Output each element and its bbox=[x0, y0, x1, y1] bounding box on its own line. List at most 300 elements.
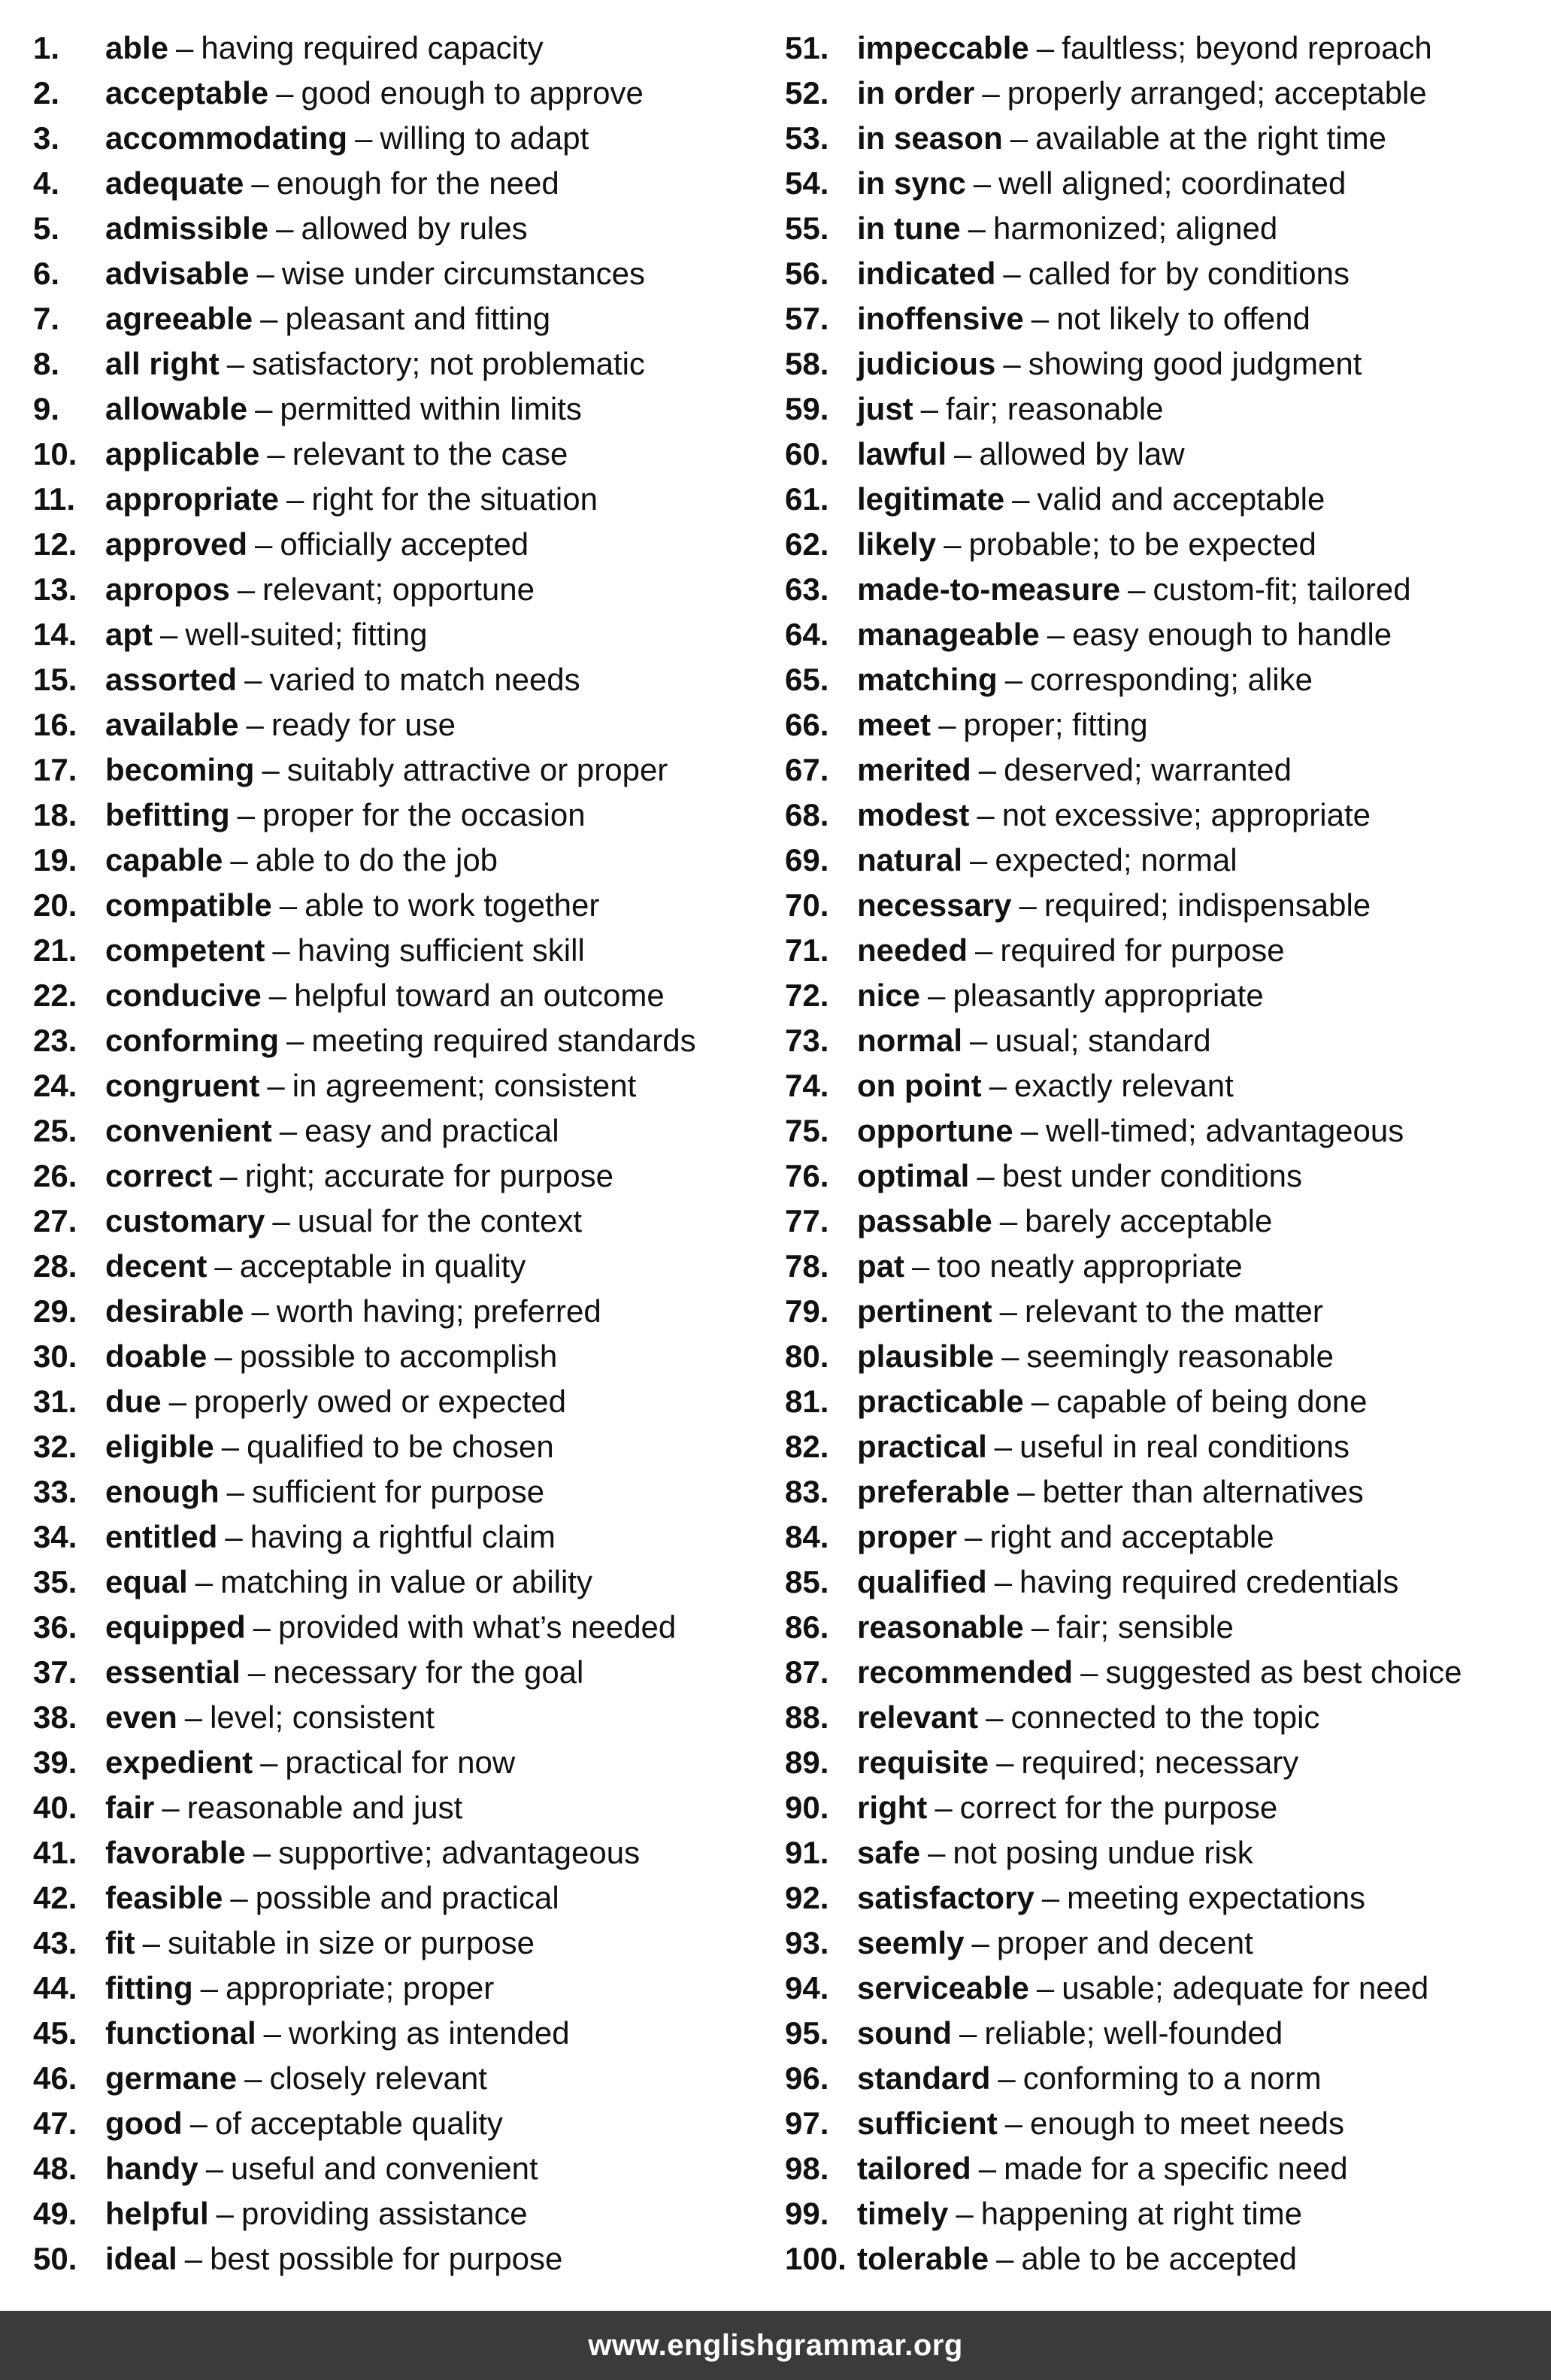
entry-word: in tune bbox=[857, 211, 961, 246]
entry-definition: capable of being done bbox=[1056, 1384, 1368, 1419]
entry-number: 1. bbox=[33, 30, 60, 65]
entry-number: 62. bbox=[785, 526, 829, 562]
entry-definition: reliable; well-founded bbox=[984, 2015, 1283, 2051]
entry-dash: – bbox=[977, 1158, 995, 1193]
entry-number: 25. bbox=[33, 1113, 77, 1148]
entry-dash: – bbox=[220, 1158, 238, 1193]
entry-number: 70. bbox=[785, 887, 829, 923]
entry-definition: available at the right time bbox=[1035, 120, 1387, 156]
entry-word: reasonable bbox=[857, 1609, 1024, 1645]
word-entry bbox=[785, 2236, 1537, 2281]
entry-definition: not likely to offend bbox=[1056, 301, 1310, 336]
word-entry bbox=[33, 251, 755, 296]
entry-number: 4. bbox=[33, 165, 60, 201]
entry-dash: – bbox=[226, 1474, 244, 1509]
entry-definition: well aligned; coordinated bbox=[998, 165, 1347, 201]
entry-definition: providing assistance bbox=[241, 2196, 528, 2231]
word-entry bbox=[785, 26, 1537, 71]
entry-number: 65. bbox=[785, 662, 829, 697]
entry-number: 29. bbox=[33, 1293, 77, 1329]
entry-number: 68. bbox=[785, 797, 829, 832]
entry-number: 88. bbox=[785, 1699, 829, 1735]
entry-word: allowable bbox=[105, 391, 248, 426]
entry-definition: expected; normal bbox=[995, 842, 1237, 878]
entry-word: in season bbox=[857, 120, 1003, 156]
entry-number: 15. bbox=[33, 662, 77, 697]
entry-word: expedient bbox=[105, 1745, 253, 1780]
entry-word: needed bbox=[857, 932, 968, 968]
word-entry bbox=[785, 793, 1537, 838]
entry-definition: properly owed or expected bbox=[194, 1384, 566, 1419]
entry-number: 53. bbox=[785, 120, 829, 156]
entry-definition: usual; standard bbox=[995, 1023, 1211, 1058]
word-entry bbox=[785, 928, 1537, 973]
word-entry bbox=[33, 612, 755, 657]
entry-word: enough bbox=[105, 1474, 220, 1509]
entry-dash: – bbox=[982, 75, 1000, 111]
entry-word: standard bbox=[857, 2060, 991, 2096]
entry-dash: – bbox=[184, 1699, 203, 1735]
word-entry bbox=[785, 1695, 1537, 1740]
word-entry bbox=[33, 1695, 755, 1740]
word-entry bbox=[33, 2056, 755, 2101]
word-entry bbox=[785, 477, 1537, 522]
entry-word: natural bbox=[857, 842, 963, 878]
entry-definition: usual for the context bbox=[297, 1203, 583, 1239]
word-entry bbox=[785, 1560, 1537, 1605]
entry-number: 95. bbox=[785, 2015, 829, 2051]
entry-definition: necessary for the goal bbox=[273, 1654, 584, 1690]
entry-definition: sufficient for purpose bbox=[252, 1474, 545, 1509]
entry-definition: reasonable and just bbox=[186, 1790, 463, 1825]
entry-number: 83. bbox=[785, 1474, 829, 1509]
entry-dash: – bbox=[279, 887, 298, 923]
entry-dash: – bbox=[1003, 256, 1021, 291]
entry-definition: probable; to be expected bbox=[968, 526, 1316, 562]
entry-definition: corresponding; alike bbox=[1030, 662, 1313, 697]
word-entry bbox=[33, 71, 755, 116]
entry-dash: – bbox=[996, 2241, 1014, 2276]
word-list-right-column bbox=[785, 26, 1537, 2281]
word-entry bbox=[33, 341, 755, 387]
word-entry bbox=[785, 2056, 1537, 2101]
entry-word: feasible bbox=[105, 1880, 223, 1915]
entry-dash: – bbox=[355, 120, 373, 156]
entry-definition: proper and decent bbox=[996, 1925, 1253, 1960]
word-entry bbox=[785, 1244, 1537, 1289]
entry-definition: fair; reasonable bbox=[946, 391, 1164, 426]
entry-definition: practical for now bbox=[285, 1745, 516, 1780]
entry-word: preferable bbox=[857, 1474, 1010, 1509]
entry-number: 51. bbox=[785, 30, 829, 65]
entry-definition: connected to the topic bbox=[1010, 1699, 1320, 1735]
entry-definition: too neatly appropriate bbox=[937, 1248, 1243, 1284]
entry-dash: – bbox=[221, 1429, 240, 1464]
word-entry bbox=[785, 2011, 1537, 2056]
entry-definition: required; indispensable bbox=[1044, 887, 1371, 923]
entry-number: 100. bbox=[785, 2241, 847, 2276]
word-entry bbox=[785, 1334, 1537, 1379]
word-entry bbox=[33, 206, 755, 251]
word-entry bbox=[785, 1875, 1537, 1921]
entry-number: 82. bbox=[785, 1429, 829, 1464]
entry-dash: – bbox=[970, 1023, 988, 1058]
word-entry bbox=[785, 747, 1537, 793]
word-entry bbox=[33, 702, 755, 747]
word-entry bbox=[33, 161, 755, 206]
word-entry bbox=[33, 1560, 755, 1605]
word-entry bbox=[785, 612, 1537, 657]
entry-number: 11. bbox=[33, 481, 76, 517]
entry-word: desirable bbox=[105, 1293, 244, 1329]
word-entry bbox=[785, 1379, 1537, 1424]
entry-number: 59. bbox=[785, 391, 829, 426]
entry-dash: – bbox=[989, 1068, 1007, 1103]
word-entry bbox=[33, 2101, 755, 2146]
entry-number: 84. bbox=[785, 1519, 829, 1554]
entry-number: 27. bbox=[33, 1203, 77, 1239]
entry-dash: – bbox=[255, 391, 273, 426]
entry-dash: – bbox=[978, 2151, 997, 2186]
entry-definition: ready for use bbox=[271, 707, 456, 742]
entry-word: becoming bbox=[105, 752, 255, 787]
entry-word: all right bbox=[105, 346, 220, 381]
entry-definition: worth having; preferred bbox=[276, 1293, 601, 1329]
entry-dash: – bbox=[262, 752, 280, 787]
entry-dash: – bbox=[944, 526, 962, 562]
entry-definition: best under conditions bbox=[1001, 1158, 1302, 1193]
entry-number: 67. bbox=[785, 752, 829, 787]
word-entry bbox=[33, 1875, 755, 1921]
entry-word: fit bbox=[105, 1925, 135, 1960]
entry-dash: – bbox=[263, 2015, 282, 2051]
word-entry bbox=[785, 1966, 1537, 2011]
entry-definition: able to be accepted bbox=[1021, 2241, 1298, 2276]
entry-word: appropriate bbox=[105, 481, 280, 517]
entry-definition: seemingly reasonable bbox=[1026, 1339, 1334, 1374]
word-entry bbox=[33, 567, 755, 612]
entry-number: 96. bbox=[785, 2060, 829, 2096]
entry-definition: deserved; warranted bbox=[1004, 752, 1292, 787]
entry-number: 41. bbox=[33, 1835, 77, 1870]
entry-definition: qualified to be chosen bbox=[247, 1429, 554, 1464]
entry-definition: useful in real conditions bbox=[1019, 1429, 1350, 1464]
entry-definition: permitted within limits bbox=[280, 391, 582, 426]
entry-definition: having required credentials bbox=[1019, 1564, 1399, 1599]
entry-word: adequate bbox=[105, 165, 244, 201]
entry-dash: – bbox=[1020, 1113, 1038, 1148]
entry-word: necessary bbox=[857, 887, 1012, 923]
entry-definition: enough to meet needs bbox=[1030, 2106, 1345, 2141]
entry-dash: – bbox=[954, 436, 972, 471]
word-entry bbox=[33, 793, 755, 838]
entry-dash: – bbox=[996, 1745, 1014, 1780]
word-entry bbox=[785, 161, 1537, 206]
entry-definition: relevant; opportune bbox=[262, 572, 535, 607]
entry-number: 80. bbox=[785, 1339, 829, 1374]
entry-number: 49. bbox=[33, 2196, 77, 2231]
entry-dash: – bbox=[214, 1339, 232, 1374]
word-entry bbox=[785, 1018, 1537, 1063]
entry-dash: – bbox=[267, 436, 285, 471]
word-entry bbox=[785, 1921, 1537, 1966]
entry-number: 91. bbox=[785, 1835, 829, 1870]
entry-word: competent bbox=[105, 932, 265, 968]
entry-definition: well-suited; fitting bbox=[185, 617, 428, 652]
entry-number: 26. bbox=[33, 1158, 77, 1193]
entry-number: 73. bbox=[785, 1023, 829, 1058]
entry-number: 9. bbox=[33, 391, 60, 426]
word-entry bbox=[33, 1018, 755, 1063]
entry-number: 47. bbox=[33, 2106, 77, 2141]
entry-word: safe bbox=[857, 1835, 921, 1870]
entry-number: 42. bbox=[33, 1880, 77, 1915]
entry-dash: – bbox=[142, 1925, 161, 1960]
entry-definition: meeting expectations bbox=[1067, 1880, 1366, 1915]
entry-definition: right and acceptable bbox=[989, 1519, 1274, 1554]
entry-word: entitled bbox=[105, 1519, 218, 1554]
entry-definition: allowed by rules bbox=[301, 211, 528, 246]
word-entry bbox=[33, 973, 755, 1018]
entry-word: congruent bbox=[105, 1068, 260, 1103]
entry-word: made-to-measure bbox=[857, 572, 1121, 607]
entry-word: favorable bbox=[105, 1835, 246, 1870]
entry-definition: possible and practical bbox=[255, 1880, 559, 1915]
entry-word: merited bbox=[857, 752, 971, 787]
entry-definition: pleasantly appropriate bbox=[953, 978, 1264, 1013]
entry-word: serviceable bbox=[857, 1970, 1029, 2006]
word-entry bbox=[785, 1605, 1537, 1650]
entry-word: inoffensive bbox=[857, 301, 1024, 336]
word-entry bbox=[785, 1424, 1537, 1469]
word-entry bbox=[785, 657, 1537, 702]
entry-dash: – bbox=[1031, 1609, 1050, 1645]
entry-word: good bbox=[105, 2106, 183, 2141]
entry-definition: able to work together bbox=[304, 887, 600, 923]
entry-definition: suitably attractive or proper bbox=[286, 752, 668, 787]
entry-number: 21. bbox=[33, 932, 77, 968]
word-entry bbox=[33, 522, 755, 567]
entry-word: in order bbox=[857, 75, 975, 111]
entry-number: 81. bbox=[785, 1384, 829, 1419]
entry-number: 44. bbox=[33, 1970, 77, 2006]
entry-word: available bbox=[105, 707, 239, 742]
word-entry bbox=[785, 2191, 1537, 2236]
entry-dash: – bbox=[276, 75, 294, 111]
entry-dash: – bbox=[998, 2060, 1016, 2096]
word-entry bbox=[33, 2236, 755, 2281]
entry-word: practicable bbox=[857, 1384, 1024, 1419]
word-entry bbox=[785, 838, 1537, 883]
entry-definition: working as intended bbox=[289, 2015, 570, 2051]
word-entry bbox=[33, 1108, 755, 1154]
entry-definition: made for a specific need bbox=[1004, 2151, 1348, 2186]
word-entry bbox=[33, 1063, 755, 1108]
entry-dash: – bbox=[999, 1203, 1018, 1239]
entry-word: apt bbox=[105, 617, 153, 652]
entry-dash: – bbox=[230, 842, 248, 878]
entry-dash: – bbox=[1004, 662, 1023, 697]
entry-dash: – bbox=[251, 1293, 269, 1329]
entry-definition: called for by conditions bbox=[1028, 256, 1350, 291]
entry-word: practical bbox=[857, 1429, 987, 1464]
entry-word: in sync bbox=[857, 165, 966, 201]
entry-word: proper bbox=[857, 1519, 958, 1554]
entry-word: applicable bbox=[105, 436, 260, 471]
entry-dash: – bbox=[286, 1023, 304, 1058]
word-entry bbox=[785, 432, 1537, 477]
entry-number: 31. bbox=[33, 1384, 77, 1419]
entry-word: qualified bbox=[857, 1564, 987, 1599]
entry-number: 79. bbox=[785, 1293, 829, 1329]
entry-word: legitimate bbox=[857, 481, 1005, 517]
entry-word: pat bbox=[857, 1248, 904, 1284]
entry-word: on point bbox=[857, 1068, 982, 1103]
entry-word: tailored bbox=[857, 2151, 971, 2186]
entry-definition: matching in value or ability bbox=[220, 1564, 592, 1599]
entry-dash: – bbox=[994, 1429, 1013, 1464]
entry-number: 78. bbox=[785, 1248, 829, 1284]
entry-definition: proper; fitting bbox=[963, 707, 1148, 742]
entry-number: 92. bbox=[785, 1880, 829, 1915]
entry-definition: well-timed; advantageous bbox=[1045, 1113, 1404, 1148]
entry-number: 64. bbox=[785, 617, 829, 652]
entry-number: 52. bbox=[785, 75, 829, 111]
entry-dash: – bbox=[251, 165, 269, 201]
entry-dash: – bbox=[168, 1384, 187, 1419]
entry-dash: – bbox=[978, 752, 997, 787]
entry-number: 45. bbox=[33, 2015, 77, 2051]
entry-definition: possible to accomplish bbox=[239, 1339, 558, 1374]
entry-number: 48. bbox=[33, 2151, 77, 2186]
entry-number: 24. bbox=[33, 1068, 77, 1103]
entry-dash: – bbox=[971, 1925, 989, 1960]
entry-definition: appropriate; proper bbox=[225, 1970, 495, 2006]
entry-dash: – bbox=[959, 2015, 977, 2051]
entry-word: normal bbox=[857, 1023, 963, 1058]
entry-number: 19. bbox=[33, 842, 77, 878]
entry-definition: fair; sensible bbox=[1056, 1609, 1234, 1645]
entry-dash: – bbox=[1031, 1384, 1050, 1419]
word-entry bbox=[785, 2146, 1537, 2191]
word-entry bbox=[33, 2191, 755, 2236]
entry-number: 22. bbox=[33, 978, 77, 1013]
word-entry bbox=[33, 296, 755, 341]
entry-word: essential bbox=[105, 1654, 241, 1690]
entry-dash: – bbox=[975, 932, 993, 968]
word-entry bbox=[33, 1289, 755, 1334]
entry-word: requisite bbox=[857, 1745, 989, 1780]
entry-definition: supportive; advantageous bbox=[278, 1835, 641, 1870]
entry-number: 87. bbox=[785, 1654, 829, 1690]
entry-number: 34. bbox=[33, 1519, 77, 1554]
word-entry bbox=[33, 477, 755, 522]
entry-number: 97. bbox=[785, 2106, 829, 2141]
entry-word: conducive bbox=[105, 978, 262, 1013]
entry-word: pertinent bbox=[857, 1293, 992, 1329]
entry-definition: in agreement; consistent bbox=[292, 1068, 637, 1103]
entry-number: 39. bbox=[33, 1745, 77, 1780]
entry-word: nice bbox=[857, 978, 921, 1013]
footer-url[interactable]: www.englishgrammar.org bbox=[588, 2328, 963, 2362]
entry-definition: harmonized; aligned bbox=[993, 211, 1278, 246]
entry-word: satisfactory bbox=[857, 1880, 1035, 1915]
entry-definition: allowed by law bbox=[979, 436, 1185, 471]
entry-word: sufficient bbox=[857, 2106, 998, 2141]
entry-number: 12. bbox=[33, 526, 77, 562]
entry-number: 20. bbox=[33, 887, 77, 923]
entry-definition: showing good judgment bbox=[1028, 346, 1362, 381]
entry-number: 75. bbox=[785, 1113, 829, 1148]
entry-word: convenient bbox=[105, 1113, 272, 1148]
word-entry bbox=[33, 1921, 755, 1966]
entry-word: capable bbox=[105, 842, 223, 878]
entry-definition: meeting required standards bbox=[311, 1023, 696, 1058]
entry-word: meet bbox=[857, 707, 932, 742]
entry-dash: – bbox=[205, 2151, 224, 2186]
entry-dash: – bbox=[935, 1790, 953, 1825]
entry-dash: – bbox=[253, 1609, 271, 1645]
entry-number: 57. bbox=[785, 301, 829, 336]
word-entry bbox=[33, 1650, 755, 1695]
entry-dash: – bbox=[246, 707, 264, 742]
word-entry bbox=[785, 973, 1537, 1018]
entry-definition: usable; adequate for need bbox=[1062, 1970, 1429, 2006]
entry-word: indicated bbox=[857, 256, 996, 291]
entry-word: seemly bbox=[857, 1925, 965, 1960]
entry-definition: enough for the need bbox=[276, 165, 559, 201]
entry-number: 89. bbox=[785, 1745, 829, 1780]
entry-definition: proper for the occasion bbox=[262, 797, 586, 832]
entry-definition: valid and acceptable bbox=[1037, 481, 1325, 517]
entry-number: 50. bbox=[33, 2241, 77, 2276]
entry-number: 38. bbox=[33, 1699, 77, 1735]
word-entry bbox=[33, 1830, 755, 1875]
entry-word: equipped bbox=[105, 1609, 246, 1645]
entry-definition: required for purpose bbox=[1000, 932, 1285, 968]
entry-dash: – bbox=[216, 2196, 235, 2231]
entry-dash: – bbox=[1010, 120, 1028, 156]
entry-dash: – bbox=[965, 1519, 983, 1554]
entry-dash: – bbox=[956, 2196, 974, 2231]
word-entry bbox=[785, 1199, 1537, 1244]
entry-dash: – bbox=[214, 1248, 232, 1284]
entry-dash: – bbox=[1041, 1880, 1060, 1915]
entry-dash: – bbox=[272, 1203, 290, 1239]
entry-word: able bbox=[105, 30, 169, 65]
entry-definition: having a rightful claim bbox=[250, 1519, 556, 1554]
entry-dash: – bbox=[1036, 1970, 1055, 2006]
entry-word: modest bbox=[857, 797, 970, 832]
entry-word: timely bbox=[857, 2196, 949, 2231]
word-entry bbox=[33, 2146, 755, 2191]
entry-dash: – bbox=[200, 1970, 218, 2006]
word-entry bbox=[33, 1740, 755, 1785]
entry-dash: – bbox=[279, 1113, 298, 1148]
word-entry bbox=[33, 26, 755, 71]
entry-dash: – bbox=[1004, 2106, 1023, 2141]
entry-definition: able to do the job bbox=[255, 842, 498, 878]
entry-dash: – bbox=[1019, 887, 1037, 923]
entry-dash: – bbox=[920, 391, 939, 426]
entry-definition: not excessive; appropriate bbox=[1001, 797, 1371, 832]
word-entry bbox=[33, 1514, 755, 1560]
entry-definition: wise under circumstances bbox=[281, 256, 645, 291]
entry-number: 17. bbox=[33, 752, 77, 787]
entry-dash: – bbox=[267, 1068, 285, 1103]
entry-dash: – bbox=[986, 1699, 1004, 1735]
entry-dash: – bbox=[237, 572, 256, 607]
